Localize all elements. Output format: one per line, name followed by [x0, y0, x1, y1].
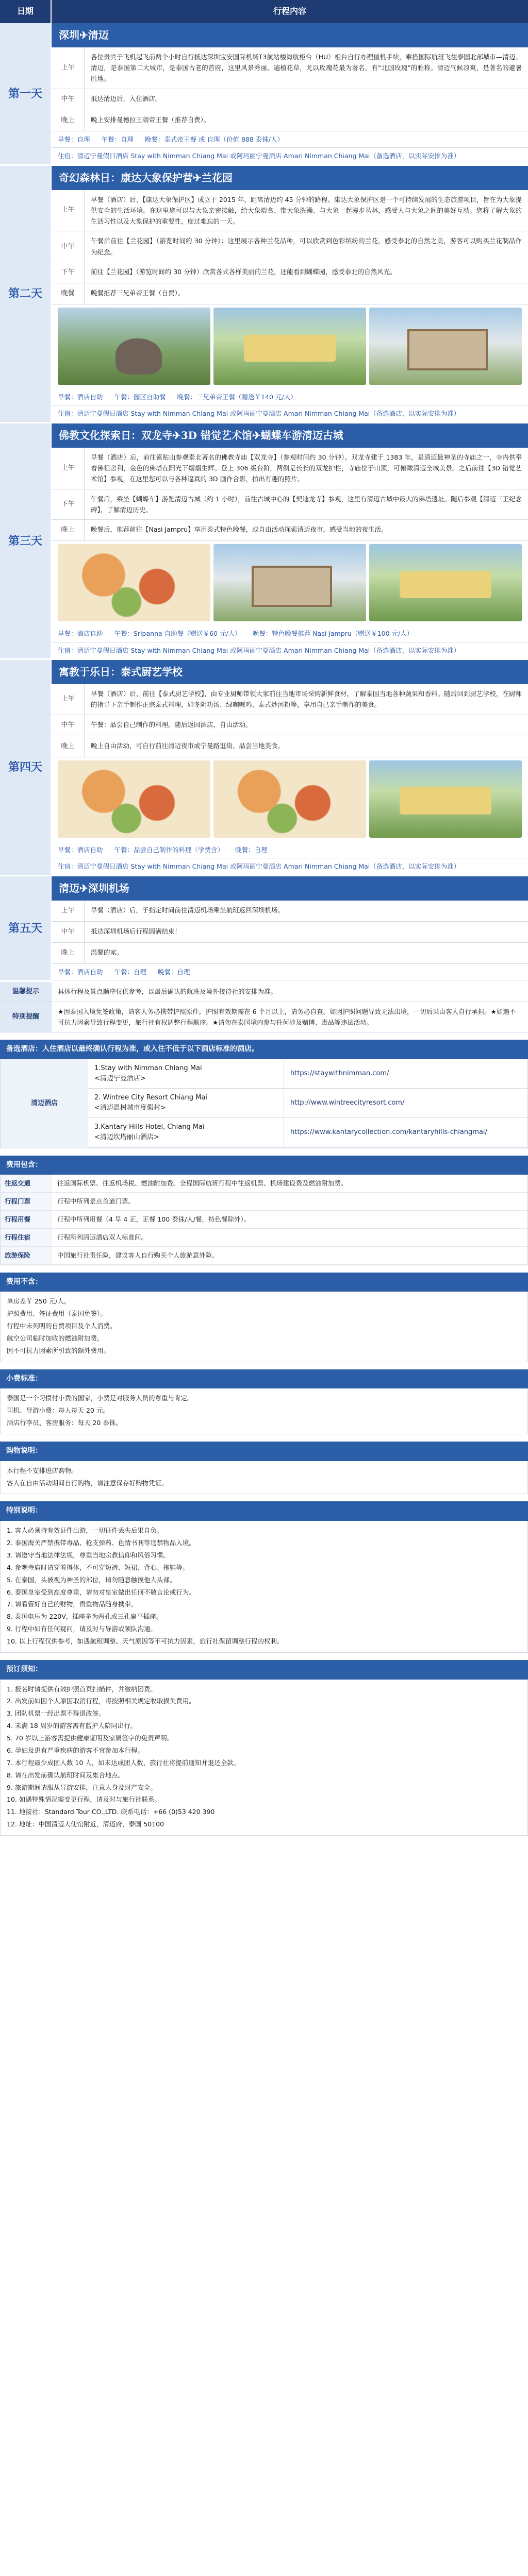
- photo-strip: [52, 757, 528, 842]
- day-label: 第一天: [0, 23, 52, 164]
- excl-section-title: 费用不含：: [0, 1273, 528, 1292]
- note-key: 特别提醒: [0, 1002, 52, 1032]
- day-block: [0, 876, 528, 982]
- list-item: 酒店行李员、客房服务：每天 20 泰铢。: [7, 1419, 122, 1427]
- scenery-photo: [58, 760, 210, 838]
- day-hotel: 住宿：清迈宁曼假日酒店 Stay with Nimman Chiang Mai 或阿玛丽宁曼酒店 Amari Nimman Chiang Mai（备选酒店，以实际安排为准）: [58, 646, 460, 654]
- list-item: 10. 如遇特殊情况需变更行程，请及时与旅行社联系。: [7, 1795, 161, 1804]
- day-segment: [52, 448, 528, 489]
- footer-section-title: 预订须知：: [0, 1660, 528, 1680]
- fee-row: [1, 1193, 527, 1211]
- list-item: 客人在自由活动期间自行购物，请注意保存好购物凭证。: [7, 1479, 168, 1487]
- segment-text: 午餐：品尝自己制作的料理。随后返回酒店，自由活动。: [91, 720, 252, 728]
- meal-breakfast: 早餐：自理: [58, 135, 90, 143]
- segment-time: 中午: [52, 89, 85, 110]
- segment-text: 抵达清迈后，入住酒店。: [91, 94, 162, 103]
- list-item: 司机、导游小费：每人每天 20 元。: [7, 1406, 109, 1415]
- day-meals: [52, 964, 528, 980]
- hotel-name: 2. Wintree City Resort Chiang Mai <清迈温树城市度假村>: [88, 1089, 284, 1117]
- list-item: 行程中未列明的自费项目及个人消费。: [7, 1322, 117, 1330]
- fee-key: 行程门票: [1, 1193, 52, 1210]
- fee-key: 行程用餐: [1, 1211, 52, 1228]
- note-value: ★因泰国入境免签政策，请客人务必携带护照原件，护照有效期需在 6 个月以上，请务必自查。如因护照问题导致无法出境，一切后果由客人自行承担。★如遇不可抗力因素导致行程变更，旅行社有权调整行程顺序。★请勿在泰国境内参与任何涉及赌博、毒品等违法活动。: [58, 1007, 516, 1026]
- fee-row: [1, 1211, 527, 1229]
- day-segment: [52, 190, 528, 232]
- excl-list: [0, 1292, 528, 1362]
- fee-value: 中国旅行社责任险，建议客人自行购买个人旅游意外险。: [57, 1251, 219, 1259]
- day-segment: [52, 922, 528, 943]
- fee-key: 旅游保险: [1, 1247, 52, 1264]
- scenery-photo: [369, 544, 522, 621]
- list-item: 5. 70 岁以上游客需提供健康证明及家属签字的免责声明。: [7, 1734, 174, 1742]
- segment-text: 晚餐推荐三兄弟帝王餐（自费）。: [91, 289, 185, 297]
- list-item: 6. 泰国皇室受到高度尊重，请勿对皇室做出任何不敬言论或行为。: [7, 1588, 195, 1596]
- segment-text: 午餐后前往【兰花园】（游览时间约 30 分钟）：这里展示各种兰花品种，可以欣赏到色彩缤纷的兰花，感受泰北的自然之美，游客可以购买兰花制品作为纪念。: [91, 237, 522, 256]
- list-item: 2. 泰国海关严禁携带毒品、枪支弹药、色情书刊等违禁物品入境。: [7, 1539, 195, 1547]
- day-segment: [52, 901, 528, 922]
- segment-time: 晚上: [52, 736, 85, 757]
- list-item: 本行程不安排进店购物。: [7, 1466, 78, 1475]
- day-block: [0, 660, 528, 876]
- scenery-photo: [58, 308, 210, 385]
- hotel-row: [88, 1089, 527, 1118]
- scenery-photo: [213, 308, 366, 385]
- segment-time: 中午: [52, 715, 85, 736]
- list-item: 7. 本行程最少成团人数 10 人，如未达成团人数，旅行社将提前通知并退还全款。: [7, 1758, 240, 1767]
- day-segment: [52, 262, 528, 283]
- list-item: 4. 参观寺庙时请穿着得体，不可穿短裤、短裙、背心、拖鞋等。: [7, 1563, 189, 1571]
- day-hotel: 住宿：清迈宁曼假日酒店 Stay with Nimman Chiang Mai 或阿玛丽宁曼酒店 Amari Nimman Chiang Mai（备选酒店，以实际安排为准）: [58, 862, 460, 871]
- note-row: [0, 1002, 528, 1033]
- day-title-banner: 佛教文化探索日：双龙寺✈3D 错觉艺术馆✈蝴蝶车游清迈古城: [52, 423, 528, 448]
- list-item: 10. 以上行程仅供参考，如遇航班调整、天气原因等不可抗力因素，旅行社保留调整行程的权利。: [7, 1637, 284, 1646]
- day-title-banner: 清迈✈深圳机场: [52, 876, 528, 901]
- fee-key: 往返交通: [1, 1175, 52, 1192]
- list-item: 护照费用、签证费用（泰国免签）。: [7, 1310, 107, 1318]
- fee-value: 往返国际机票、往返机场税、燃油附加费。全程国际航班行程中往返机票、机场建设费及燃油附加费。: [57, 1179, 348, 1188]
- special-section-title: 特别说明：: [0, 1501, 528, 1521]
- footer-list: [0, 1680, 528, 1836]
- meal-dinner: 晚餐：自理: [235, 845, 268, 854]
- day-segment: [52, 283, 528, 304]
- day-label: 第二天: [0, 166, 52, 422]
- list-item: 9. 行程中如有任何疑问，请及时与导游或领队沟通。: [7, 1625, 157, 1633]
- day-meals: [52, 389, 528, 405]
- photo-strip: [52, 304, 528, 389]
- tips-section-title: 小费标准：: [0, 1369, 528, 1389]
- meal-dinner: 晚餐：自理: [158, 968, 190, 976]
- meal-dinner: 晚餐：泰式帝王餐 或 自理（价值 888 泰铢/人）: [145, 135, 284, 143]
- scenery-photo: [213, 544, 366, 621]
- day-block: [0, 23, 528, 166]
- meal-dinner: 晚餐：特色晚餐推荐 Nasi Jampru（赠送￥100 元/人）: [252, 630, 414, 638]
- day-label: 第三天: [0, 423, 52, 658]
- note-key: 温馨提示: [0, 982, 52, 1001]
- fee-section-title: 费用包含：: [0, 1156, 528, 1175]
- meal-lunch: 午餐：自理: [114, 968, 147, 976]
- meal-lunch: 午餐：品尝自己制作的料理（学费含）: [114, 845, 224, 854]
- hotel-url-link[interactable]: https://staywithnimman.com/: [290, 1069, 389, 1077]
- list-item: 2. 出发前如因个人原因取消行程，将按照相关规定收取损失费用。: [7, 1697, 195, 1705]
- list-item: 单房差￥ 250 元/人。: [7, 1297, 71, 1306]
- segment-time: 上午: [52, 901, 85, 921]
- list-item: 泰国是一个习惯付小费的国家，小费是对服务人员的尊重与肯定。: [7, 1394, 194, 1402]
- list-item: 因不可抗力因素所引致的额外费用。: [7, 1346, 110, 1354]
- meal-breakfast: 早餐：酒店自助: [58, 968, 103, 976]
- list-item: 3. 团队机票一经出票不得退改签。: [7, 1709, 105, 1718]
- day-segment: [52, 684, 528, 715]
- days-container: [0, 23, 528, 982]
- day-meals: [52, 842, 528, 858]
- segment-text: 晚上安排曼德拉王朝帝王餐（推荐自费）。: [91, 115, 210, 124]
- hotels-table: [0, 1059, 528, 1148]
- day-title-banner: 奇幻森林日：康达大象保护营✈兰花园: [52, 166, 528, 190]
- fee-row: [1, 1229, 527, 1247]
- segment-text: 抵达深圳机场后行程圆满结束！: [91, 927, 182, 935]
- meal-lunch: 午餐：Sripanna 自助餐（赠送￥60 元/人）: [114, 630, 241, 638]
- day-meals: [52, 625, 528, 642]
- segment-text: 晚上自由活动，可自行前往清迈夜市或宁曼路逛街、品尝当地美食。: [91, 741, 285, 750]
- fee-key: 行程住宿: [1, 1229, 52, 1246]
- day-meals: [52, 131, 528, 148]
- segment-time: 晚上: [52, 520, 85, 540]
- hotel-row: [88, 1118, 527, 1147]
- special-list: [0, 1521, 528, 1653]
- meal-lunch: 午餐：园区自助餐: [114, 393, 166, 401]
- hotel-name: 1.Stay with Nimman Chiang Mai <清迈宁曼酒店>: [88, 1059, 284, 1088]
- day-segment: [52, 943, 528, 964]
- fee-row: [1, 1247, 527, 1265]
- scenery-photo: [369, 760, 522, 838]
- meal-breakfast: 早餐：酒店自助: [58, 845, 103, 854]
- list-item: 5. 在泰国，头被视为神圣的部位，请勿随意触摸他人头部。: [7, 1575, 176, 1584]
- list-item: 4. 未满 18 周岁的游客需有监护人陪同出行。: [7, 1722, 137, 1730]
- hotel-url-link[interactable]: http://www.wintreecityresort.com/: [290, 1099, 405, 1107]
- meal-breakfast: 早餐：酒店自助: [58, 393, 103, 401]
- segment-time: 上午: [52, 190, 85, 231]
- meal-dinner: 晚餐：三兄弟帝王餐（赠送￥140 元/人）: [177, 393, 297, 401]
- day-block: [0, 423, 528, 660]
- header-content: 行程内容: [273, 6, 306, 16]
- segment-text: 早餐（酒店）后，前往【泰式厨艺学校】，由专业厨师带领大家前往当地市场采购新鲜食材，了解泰国当地各种蔬果和香料。随后回到厨艺学校，在厨师的指导下亲手制作正宗泰式料理，如冬阴功汤、绿咖喱鸡、泰式炒河粉等，享用自己亲手制作的美食。: [91, 690, 522, 709]
- day-title-banner: 寓教于乐日：泰式厨艺学校: [52, 660, 528, 684]
- fee-table: [0, 1175, 528, 1265]
- day-hotel: 住宿：清迈宁曼假日酒店 Stay with Nimman Chiang Mai 或阿玛丽宁曼酒店 Amari Nimman Chiang Mai（备选酒店，以实际安排为准）: [58, 410, 460, 418]
- hotel-url-link[interactable]: https://www.kantarycollection.com/kantaryhills-chiangmai/: [290, 1128, 487, 1137]
- segment-text: 早餐（酒店）后，【康达大象保护区】成立于 2015 年，距离清迈约 45 分钟的路程。康达大象保护区是一个可持续发展的生态旅游项目，旨在为大象提供安全的生活环境。在这里您可以与大象亲密接触，给大象喂食、带大象洗澡、与大象一起漫步丛林，感受人与大象之间的美好互动。您将了解大象的生活习性以及大象保护的重要性，度过难忘的一天。: [91, 195, 522, 226]
- day-segment: [52, 715, 528, 736]
- list-item: 1. 客人必须持有效证件出游，一切证件丢失后果自负。: [7, 1527, 163, 1535]
- day-block: [0, 166, 528, 423]
- scenery-photo: [58, 544, 210, 621]
- segment-time: 上午: [52, 684, 85, 715]
- scenery-photo: [369, 308, 522, 385]
- segment-text: 温馨的家。: [91, 948, 123, 956]
- segment-text: 各位贵宾于飞机起飞前两个小时自行抵达深圳宝安国际机场T3航站楼海航柜台（HU）柜台自行办理值机手续，乘搭国际航班飞往泰国北部城市—清迈。清迈，是泰国第二大城市，是泰国古老的首府，这里风景秀丽、遍植花草，尤以玫瑰花最为著名，有“北国玫瑰”的雅称。清迈气候凉爽，是著名的避暑胜地。: [91, 53, 522, 83]
- list-item: 9. 旅游期间请服从导游安排，注意人身及财产安全。: [7, 1783, 157, 1791]
- hotels-city-label: 清迈酒店: [1, 1059, 88, 1148]
- list-item: 6. 孕妇及患有严重疾病的游客不宜参加本行程。: [7, 1746, 144, 1754]
- day-label: 第四天: [0, 660, 52, 875]
- segment-text: 早餐（酒店）后，前往素贴山参观泰北著名的佛教寺庙【双龙寺】（参观时间约 30 分钟）。双龙寺建于 1383 年，是清迈最神圣的寺庙之一，寺内供奉着佛祖舍利，金色的佛塔在阳光下熠熠生辉。登上 306 级台阶，两侧是长长的双龙护栏，寺庙位于山顶，可俯瞰清迈全城美景。之后前往【3D 错觉艺术馆】参观，在这里您可以与各种逼真的 3D 画作合影，拍出有趣的照片。: [91, 453, 522, 483]
- day-label: 第五天: [0, 876, 52, 981]
- header-date: 日期: [0, 0, 52, 23]
- note-value: 具体行程及景点顺序仅供参考，以最后确认的航班及境外接待社的安排为准。: [58, 988, 277, 996]
- fee-value: 行程中所列景点首道门票。: [57, 1197, 135, 1206]
- list-item: 8. 泰国电压为 220V，插座多为两孔或三孔扁平插座。: [7, 1613, 163, 1621]
- fee-value: 行程所列清迈酒店双人标准间。: [57, 1233, 148, 1241]
- hotel-row: [88, 1059, 527, 1089]
- fee-row: [1, 1175, 527, 1193]
- list-item: 3. 请遵守当地法律法规，尊重当地宗教信仰和风俗习惯。: [7, 1551, 170, 1559]
- day-segment: [52, 736, 528, 757]
- meal-lunch: 午餐：自理: [101, 135, 134, 143]
- segment-time: 晚上: [52, 943, 85, 963]
- hotel-name: 3.Kantary Hills Hotel, Chiang Mai <清迈坎塔丽山酒店>: [88, 1118, 284, 1147]
- list-item: 8. 请在出发前确认航班时间及集合地点。: [7, 1771, 125, 1779]
- day-segment: [52, 89, 528, 110]
- day-segment: [52, 47, 528, 89]
- fee-value: 行程中所列用餐（4 早 4 正，正餐 100 泰铢/人/餐，特色餐除外）。: [57, 1215, 251, 1224]
- notes-block: [0, 982, 528, 1032]
- segment-text: 晚餐后，推荐前往【Nasi Jampru】享用泰式特色晚餐，或自由活动探索清迈夜市，感受当地的夜生活。: [91, 526, 388, 534]
- list-item: 航空公司临时加收的燃油附加费。: [7, 1334, 104, 1342]
- shopping-section-title: 购物说明：: [0, 1442, 528, 1461]
- day-hotel: 住宿：清迈宁曼假日酒店 Stay with Nimman Chiang Mai 或阿玛丽宁曼酒店 Amari Nimman Chiang Mai（备选酒店，以实际安排为准）: [58, 152, 460, 160]
- hotels-section-title: 备选酒店：入住酒店以最终确认行程为准，或入住不低于以下酒店标准的酒店。: [0, 1040, 528, 1059]
- segment-time: 上午: [52, 448, 85, 489]
- meal-breakfast: 早餐：酒店自助: [58, 630, 103, 638]
- list-item: 1. 报名时请提供有效护照首页扫描件，并缴纳团费。: [7, 1685, 157, 1693]
- shopping-list: [0, 1461, 528, 1495]
- segment-time: 晚餐: [52, 283, 85, 304]
- segment-text: 前往【兰花园】（游览时间约 30 分钟）欣赏各式各样美丽的兰花，还能看到蝴蝶园，感受泰北的自然风光。: [91, 267, 397, 276]
- segment-time: 上午: [52, 47, 85, 89]
- segment-time: 下午: [52, 262, 85, 283]
- segment-text: 早餐（酒店）后，于指定时间前往清迈机场乘坐航班返回深圳机场。: [91, 906, 285, 914]
- list-item: 7. 请看管好自己的财物，贵重物品随身携带。: [7, 1600, 138, 1608]
- photo-strip: [52, 541, 528, 625]
- day-segment: [52, 110, 528, 131]
- day-segment: [52, 489, 528, 520]
- itinerary-header: [0, 0, 528, 23]
- tips-list: [0, 1388, 528, 1434]
- list-item: 11. 地接社：Standard Tour CO.,LTD. 联系电话：+66 (0)53 420 390: [7, 1808, 215, 1816]
- note-row: [0, 982, 528, 1002]
- segment-time: 晚上: [52, 110, 85, 131]
- day-title-banner: 深圳✈清迈: [52, 23, 528, 47]
- day-segment: [52, 520, 528, 541]
- segment-time: 下午: [52, 489, 85, 520]
- segment-time: 中午: [52, 231, 85, 262]
- list-item: 12. 地址：中国清迈大使馆附近，清迈府，泰国 50100: [7, 1820, 164, 1828]
- day-segment: [52, 231, 528, 262]
- segment-text: 午餐后，乘坐【蝴蝶车】游览清迈古城（约 1 小时），前往古城中心的【契迪龙寺】参观，这里有清迈古城中最大的佛塔遗址。随后参观【清迈三王纪念碑】，了解清迈历史。: [91, 495, 522, 514]
- scenery-photo: [213, 760, 366, 838]
- segment-time: 中午: [52, 922, 85, 942]
